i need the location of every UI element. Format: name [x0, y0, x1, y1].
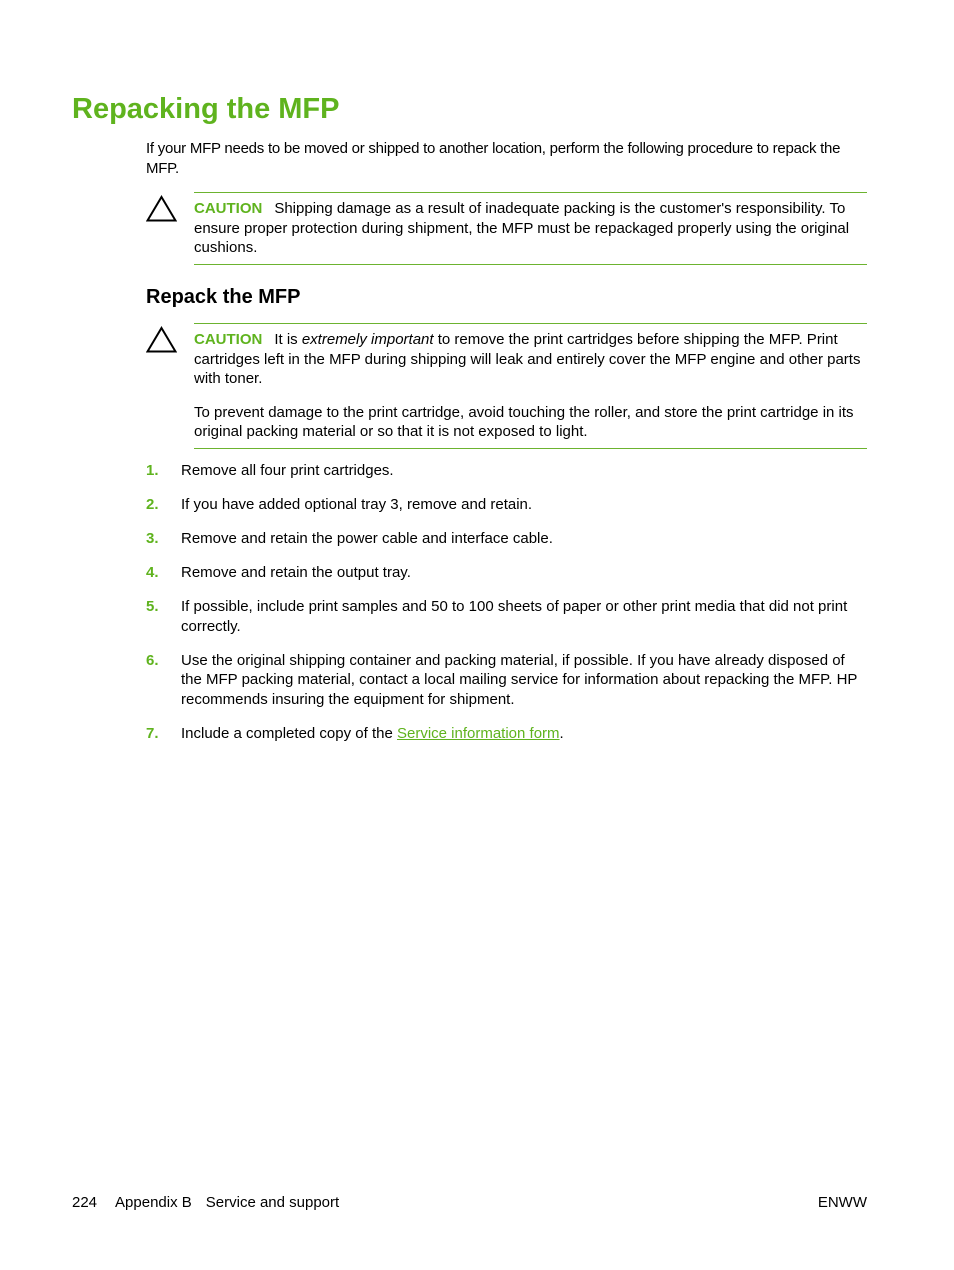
- page-number: 224: [72, 1194, 98, 1211]
- step-item: [146, 597, 868, 636]
- step-item: [146, 529, 868, 549]
- section-title: Repack the MFP: [146, 286, 301, 308]
- step-number: 5.: [146, 598, 159, 615]
- caution-box: [194, 323, 867, 449]
- step-text-end: .: [559, 724, 564, 742]
- step-number: 4.: [146, 564, 159, 581]
- caution-message-end: to remove the print cartridges before shipping the MFP. Print cartridges left in the MFP during shipping will leak and entirely cover the MFP engine and other parts with toner.: [194, 331, 861, 387]
- caution-text: [194, 330, 867, 389]
- caution-message-start: It is: [274, 331, 302, 348]
- page-title: Repacking the MFP: [72, 93, 340, 125]
- caution-label: CAUTION: [194, 200, 263, 217]
- step-text-start: Include a completed copy of the: [181, 724, 397, 742]
- caution-label: CAUTION: [194, 331, 263, 348]
- caution-emphasis: extremely important: [301, 331, 434, 348]
- step-text: Use the original shipping container and packing material, if possible. If you have already disposed of the MFP packing material, contact a local mailing service for information about repacking the MFP. HP recommends insuring the equipment for shipment.: [181, 651, 858, 708]
- footer-left: [72, 1193, 339, 1212]
- step-number: 2.: [146, 496, 159, 513]
- intro-paragraph: If your MFP needs to be moved or shipped to another location, perform the following procedure to repack the MFP.: [146, 140, 841, 177]
- step-item: [146, 651, 868, 710]
- caution-paragraph-2: To prevent damage to the print cartridge, avoid touching the roller, and store the print cartridge in its original packing material or so that it is not exposed to light.: [194, 403, 854, 440]
- service-information-form-link[interactable]: Service information form: [396, 724, 560, 742]
- step-number: 1.: [146, 462, 159, 479]
- step-text: Remove all four print cartridges.: [181, 462, 394, 479]
- step-number: 3.: [146, 530, 159, 547]
- footer-chapter: Appendix B: [115, 1194, 192, 1211]
- footer-right: ENWW: [817, 1194, 867, 1211]
- step-text: Remove and retain the power cable and interface cable.: [181, 530, 553, 547]
- caution-text: [194, 199, 867, 258]
- caution-triangle-icon: [146, 326, 177, 353]
- caution-message: Shipping damage as a result of inadequate packing is the customer's responsibility. To ensure proper protection during shipment, the MFP must be repackaged properly using the original cushions.: [194, 200, 850, 256]
- step-number: 7.: [146, 724, 159, 742]
- caution-box: [194, 192, 867, 265]
- step-number: 6.: [146, 651, 159, 669]
- step-text: If possible, include print samples and 50 to 100 sheets of paper or other print media that did not print correctly.: [181, 598, 848, 635]
- step-item: [146, 495, 868, 515]
- procedure-steps: [146, 461, 868, 758]
- footer-chapter-title: Service and support: [205, 1194, 340, 1211]
- step-item: [146, 563, 868, 583]
- step-item: [146, 461, 868, 481]
- step-text: If you have added optional tray 3, remove and retain.: [181, 496, 533, 513]
- caution-triangle-icon: [146, 195, 177, 222]
- step-item: [146, 724, 868, 744]
- step-text: Remove and retain the output tray.: [181, 564, 411, 581]
